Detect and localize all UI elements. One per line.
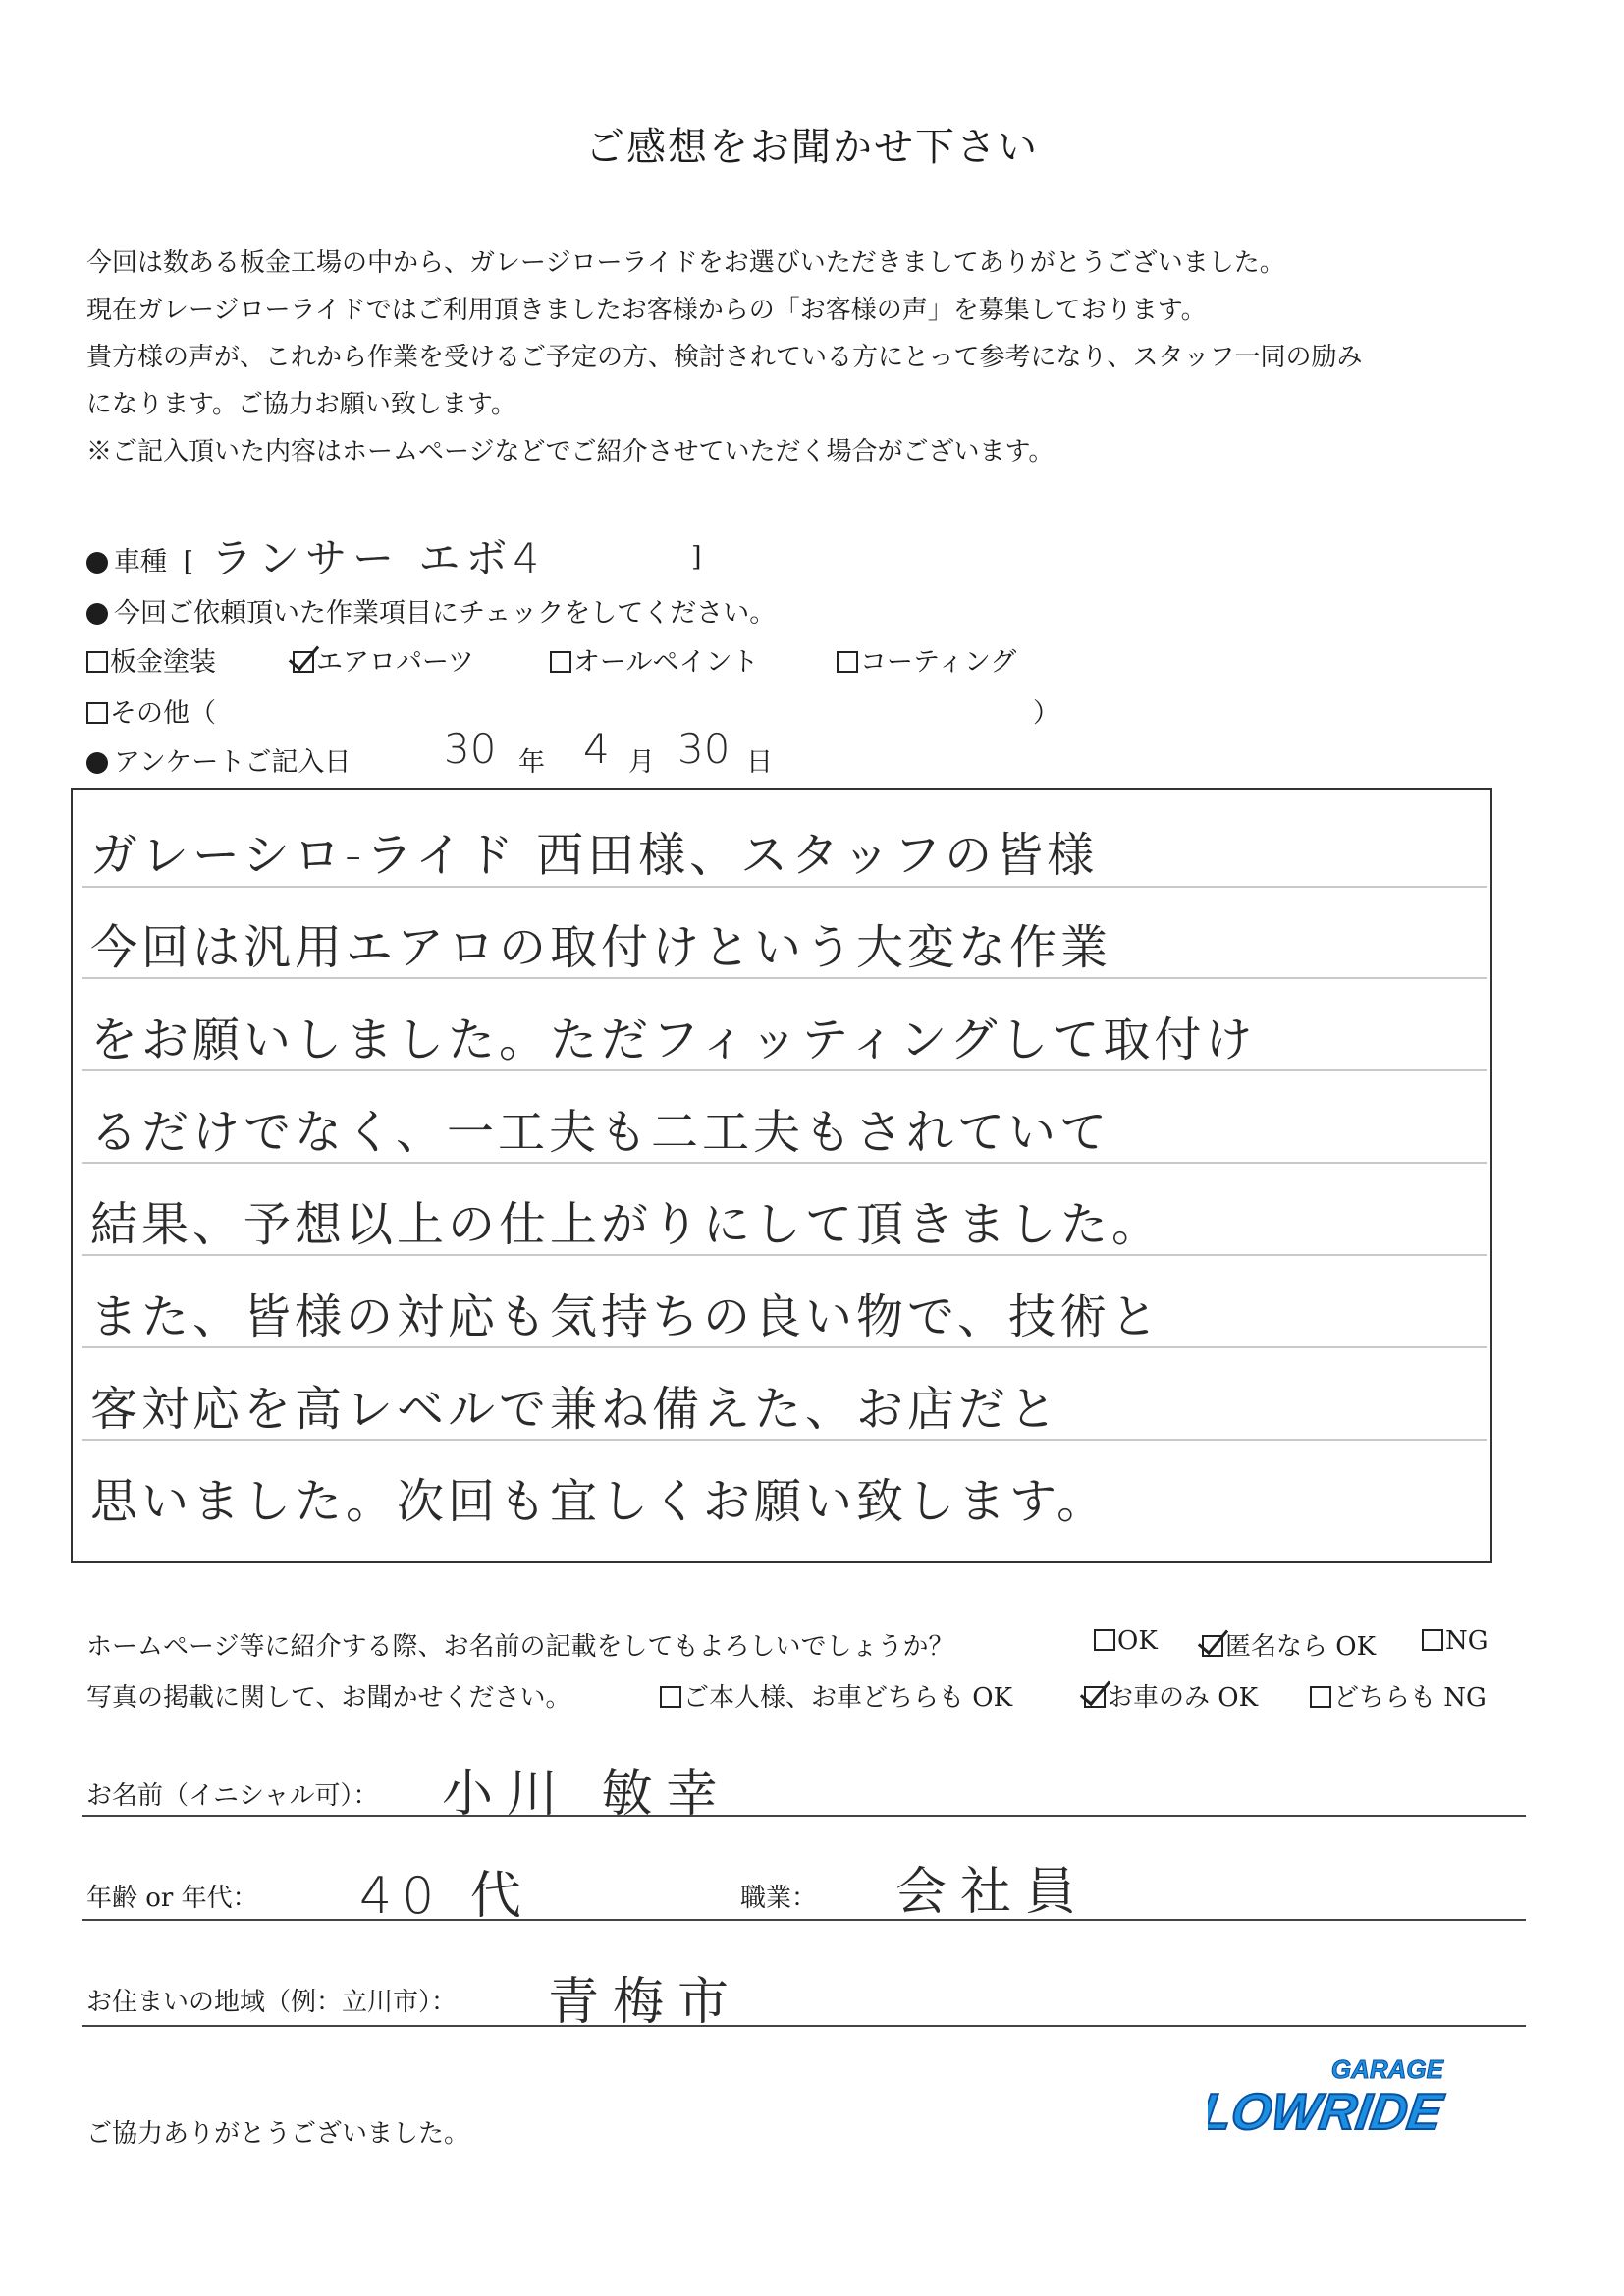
underline bbox=[82, 1815, 1526, 1817]
name-label: お名前（イニシャル可）： bbox=[86, 1781, 379, 1811]
ruled-line bbox=[82, 1162, 1487, 1164]
checkbox-checked-icon[interactable] bbox=[1084, 1686, 1106, 1708]
vehicle-label: 車種 bbox=[114, 547, 167, 577]
name-value[interactable]: 小川 敏幸 bbox=[442, 1765, 731, 1824]
bullet-icon bbox=[86, 752, 108, 774]
logo-graphic bbox=[1208, 2045, 1463, 2143]
work-option-3[interactable] bbox=[550, 640, 758, 679]
survey-day-value[interactable]: 30 bbox=[677, 725, 731, 773]
name-permission-ng[interactable] bbox=[1422, 1626, 1489, 1656]
checkbox-checked-icon[interactable] bbox=[1202, 1635, 1223, 1657]
age-value[interactable]: 40 代 bbox=[359, 1867, 531, 1926]
name-permission-ok[interactable] bbox=[1094, 1626, 1158, 1656]
survey-year-value[interactable]: 30 bbox=[444, 725, 497, 773]
ruled-line bbox=[82, 1439, 1487, 1441]
survey-month-value[interactable]: 4 bbox=[583, 725, 610, 773]
comment-line-3: をお願いしました。ただフィッティングして取付け bbox=[90, 1012, 1257, 1067]
work-other-label: その他（ bbox=[110, 698, 216, 729]
work-option-1[interactable] bbox=[86, 640, 216, 679]
job-value[interactable]: 会社員 bbox=[895, 1863, 1091, 1922]
intro-line-1: 今回は数ある板金工場の中から、ガレージローライドをお選びいただきましてありがとうございました。 bbox=[86, 248, 1285, 278]
ruled-line bbox=[82, 1346, 1487, 1348]
survey-month-unit: 月 bbox=[628, 747, 655, 778]
comment-line-2: 今回は汎用エアロの取付けという大変な作業 bbox=[90, 920, 1112, 975]
ruled-line bbox=[82, 1069, 1487, 1071]
photo-permission-question: 写真の掲載に関して、お聞かせください。 bbox=[86, 1683, 571, 1713]
checkbox-icon[interactable] bbox=[86, 702, 108, 724]
work-option-2[interactable] bbox=[293, 640, 474, 679]
vehicle-bracket-open: [ bbox=[183, 547, 194, 577]
work-option-label: 板金塗装 bbox=[110, 647, 216, 678]
work-option-label: オールペイント bbox=[573, 647, 759, 678]
garage-lowride-logo bbox=[1208, 2045, 1463, 2143]
ruled-line bbox=[82, 1254, 1487, 1256]
vehicle-bracket-close: ] bbox=[691, 542, 702, 573]
thanks-text: ご協力ありがとうございました。 bbox=[86, 2119, 470, 2149]
work-other-close: ） bbox=[1033, 698, 1059, 729]
option-label: 匿名なら OK bbox=[1225, 1632, 1377, 1662]
ruled-line bbox=[82, 886, 1487, 888]
underline bbox=[82, 1919, 1526, 1921]
checkbox-icon[interactable] bbox=[1422, 1629, 1443, 1651]
comment-line-1: ガレーシロ-ライド 西田様、スタッフの皆様 bbox=[90, 828, 1099, 883]
survey-day-unit: 日 bbox=[746, 747, 773, 778]
option-label: ご本人様、お車どちらも OK bbox=[683, 1683, 1013, 1713]
option-label: お車のみ OK bbox=[1108, 1683, 1259, 1713]
bullet-icon bbox=[86, 603, 108, 625]
intro-line-3: 貴方様の声が、これから作業を受けるご予定の方、検討されている方にとって参考になり、スタッフ一同の励み bbox=[86, 343, 1363, 372]
comment-line-8: 思いました。次回も宜しくお願い致します。 bbox=[90, 1474, 1109, 1529]
checkbox-icon[interactable] bbox=[837, 651, 858, 673]
checkbox-icon[interactable] bbox=[86, 651, 108, 673]
work-prompt-row bbox=[86, 591, 776, 629]
region-value[interactable]: 青梅市 bbox=[548, 1973, 743, 2032]
intro-line-5: ※ご記入頂いた内容はホームページなどでご紹介させていただく場合がございます。 bbox=[86, 437, 1055, 466]
option-label: どちらも NG bbox=[1333, 1683, 1487, 1713]
work-option-label: エアロパーツ bbox=[316, 647, 474, 678]
name-permission-anonymous[interactable] bbox=[1202, 1626, 1376, 1663]
option-label: OK bbox=[1117, 1626, 1158, 1656]
underline bbox=[82, 2025, 1526, 2027]
comment-line-6: また、皆様の対応も気持ちの良い物で、技術と bbox=[90, 1289, 1163, 1344]
photo-permission-none[interactable] bbox=[1310, 1677, 1487, 1714]
checkbox-icon[interactable] bbox=[1310, 1686, 1331, 1708]
checkbox-checked-icon[interactable] bbox=[293, 651, 314, 673]
work-prompt: 今回ご依頼頂いた作業項目にチェックをしてください。 bbox=[114, 598, 777, 629]
survey-year-unit: 年 bbox=[518, 747, 545, 778]
ruled-line bbox=[82, 977, 1487, 979]
region-label: お住まいの地域（例：立川市）： bbox=[86, 1988, 458, 2017]
work-option-other[interactable] bbox=[86, 691, 216, 730]
comment-line-5: 結果、予想以上の仕上がりにして頂きました。 bbox=[90, 1197, 1164, 1252]
svg-text:GARAGE: GARAGE bbox=[1330, 2054, 1443, 2084]
option-label: NG bbox=[1445, 1626, 1489, 1656]
checkbox-icon[interactable] bbox=[550, 651, 571, 673]
work-option-label: コーティング bbox=[860, 647, 1017, 678]
bullet-icon bbox=[86, 552, 108, 574]
photo-permission-both[interactable] bbox=[660, 1677, 1012, 1714]
comment-line-4: るだけでなく、一工夫も二工夫もされていて bbox=[90, 1105, 1111, 1160]
age-label: 年齢 or 年代： bbox=[86, 1884, 258, 1913]
comment-box[interactable] bbox=[71, 788, 1492, 1563]
survey-date-label: アンケートご記入日 bbox=[114, 747, 352, 778]
vehicle-value[interactable]: ランサー エボ4 bbox=[211, 534, 546, 582]
vehicle-row bbox=[86, 540, 193, 578]
intro-line-4: になります。ご協力お願い致します。 bbox=[86, 390, 516, 419]
survey-date-row bbox=[86, 740, 351, 779]
checkbox-icon[interactable] bbox=[660, 1686, 681, 1708]
checkbox-icon[interactable] bbox=[1094, 1629, 1115, 1651]
work-option-4[interactable] bbox=[837, 640, 1016, 679]
comment-line-7: 客対応を高レベルで兼ね備えた、お店だと bbox=[90, 1382, 1061, 1437]
svg-text:LOWRIDE: LOWRIDE bbox=[1208, 2084, 1446, 2141]
page-title: ご感想をお聞かせ下さい bbox=[585, 125, 1039, 170]
photo-permission-car-only[interactable] bbox=[1084, 1677, 1258, 1714]
job-label: 職業： bbox=[740, 1884, 818, 1913]
name-permission-question: ホームページ等に紹介する際、お名前の記載をしてもよろしいでしょうか？ bbox=[86, 1632, 954, 1662]
intro-line-2: 現在ガレージローライドではご利用頂きましたお客様からの「お客様の声」を募集しております。 bbox=[86, 296, 1207, 325]
